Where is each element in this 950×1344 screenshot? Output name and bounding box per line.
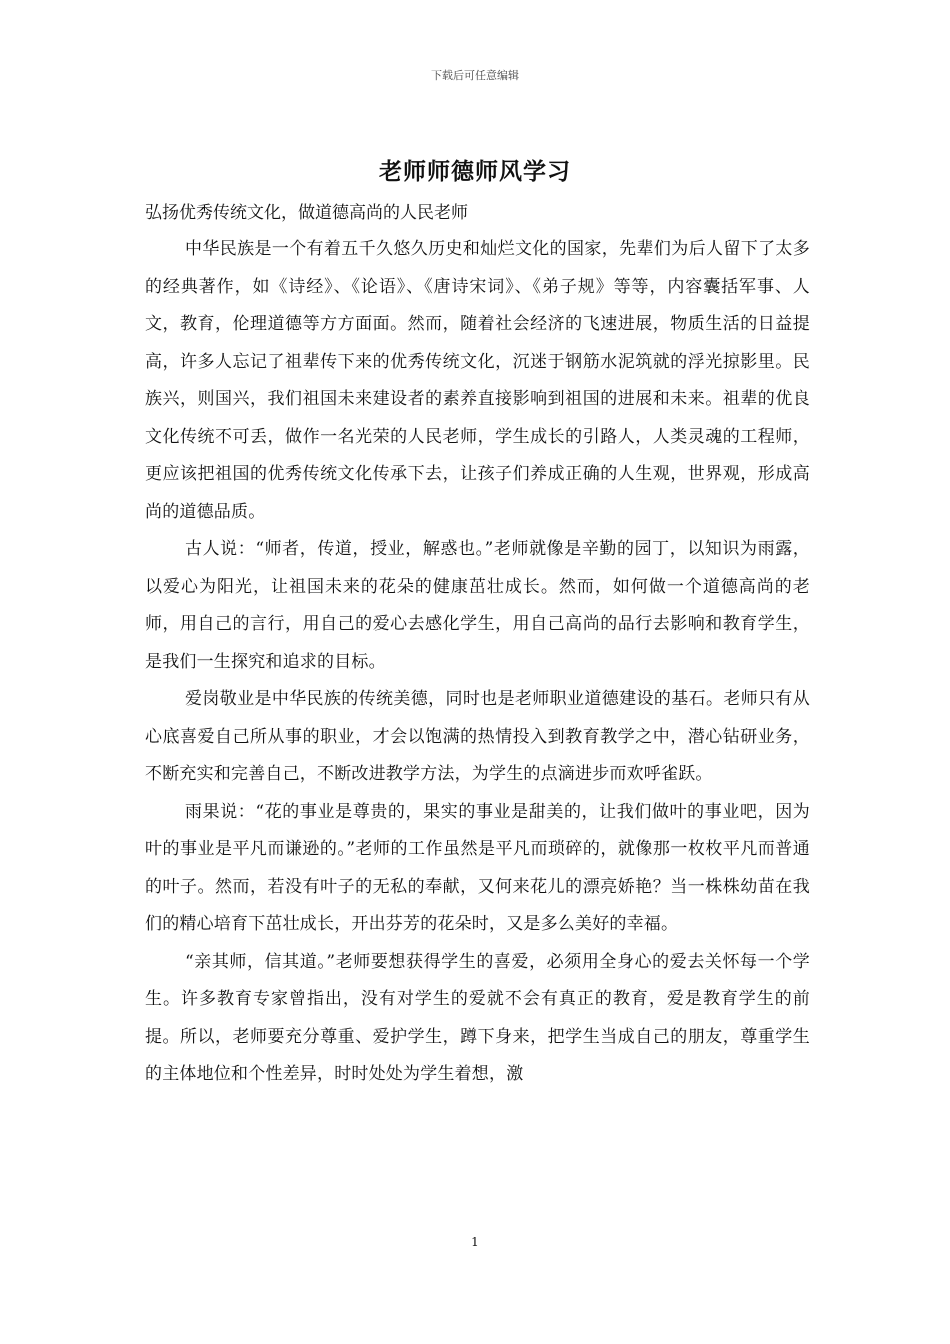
paragraph: 爱岗敬业是中华民族的传统美德，同时也是老师职业道德建设的基石。老师只有从心底喜爱自己所从事的职业，才会以饱满的热情投入到教育教学之中，潜心钻研业务，不断充实和完善自己，不断改进教学方法，为学生的点滴进步而欢呼雀跃。 (145, 689, 810, 784)
document-title: 老师师德师风学习 (379, 158, 571, 185)
paragraph: 古人说：“师者，传道，授业，解惑也。”老师就像是辛勤的园丁，以知识为雨露，以爱心为阳光，让祖国未来的花朵的健康茁壮成长。然而，如何做一个道德高尚的老师，用自己的言行，用自己的爱心去感化学生，用自己高尚的品行去影响和教育学生，是我们一生探究和追求的目标。 (145, 539, 810, 672)
page-header-note: 下载后可任意编辑 (431, 69, 519, 82)
paragraph: 雨果说：“花的事业是尊贵的，果实的事业是甜美的，让我们做叶的事业吧，因为叶的事业是平凡而谦逊的。”老师的工作虽然是平凡而琐碎的，就像那一枚枚平凡而普通的叶子。然而，若没有叶子的无私的奉献，又何来花儿的漂亮娇艳？当一株株幼苗在我们的精心培育下茁壮成长，开出芬芳的花朵时，又是多么美好的幸福。 (145, 801, 810, 934)
document-subtitle: 弘扬优秀传统文化，做道德高尚的人民老师 (145, 203, 468, 223)
paragraph: “亲其师，信其道。”老师要想获得学生的喜爱，必须用全身心的爱去关怀每一个学生。许多教育专家曾指出，没有对学生的爱就不会有真正的教育，爱是教育学生的前提。所以，老师要充分尊重、爱护学生，蹲下身来，把学生当成自己的朋友，尊重学生的主体地位和个性差异，时时处处为学生着想，激 (145, 951, 810, 1084)
document-body (145, 231, 810, 1094)
paragraph: 中华民族是一个有着五千久悠久历史和灿烂文化的国家，先辈们为后人留下了太多的经典著作，如《诗经》、《论语》、《唐诗宋词》、《弟子规》等等，内容囊括军事、人文，教育，伦理道德等方方面面。然而，随着社会经济的飞速进展，物质生活的日益提高，许多人忘记了祖辈传下来的优秀传统文化，沉迷于钢筋水泥筑就的浮光掠影里。民族兴，则国兴，我们祖国未来建设者的素养直接影响到祖国的进展和未来。祖辈的优良文化传统不可丢，做作一名光荣的人民老师，学生成长的引路人，人类灵魂的工程师，更应该把祖国的优秀传统文化传承下去，让孩子们养成正确的人生观，世界观，形成高尚的道德品质。 (145, 239, 810, 522)
page-number: 1 (471, 1235, 479, 1249)
